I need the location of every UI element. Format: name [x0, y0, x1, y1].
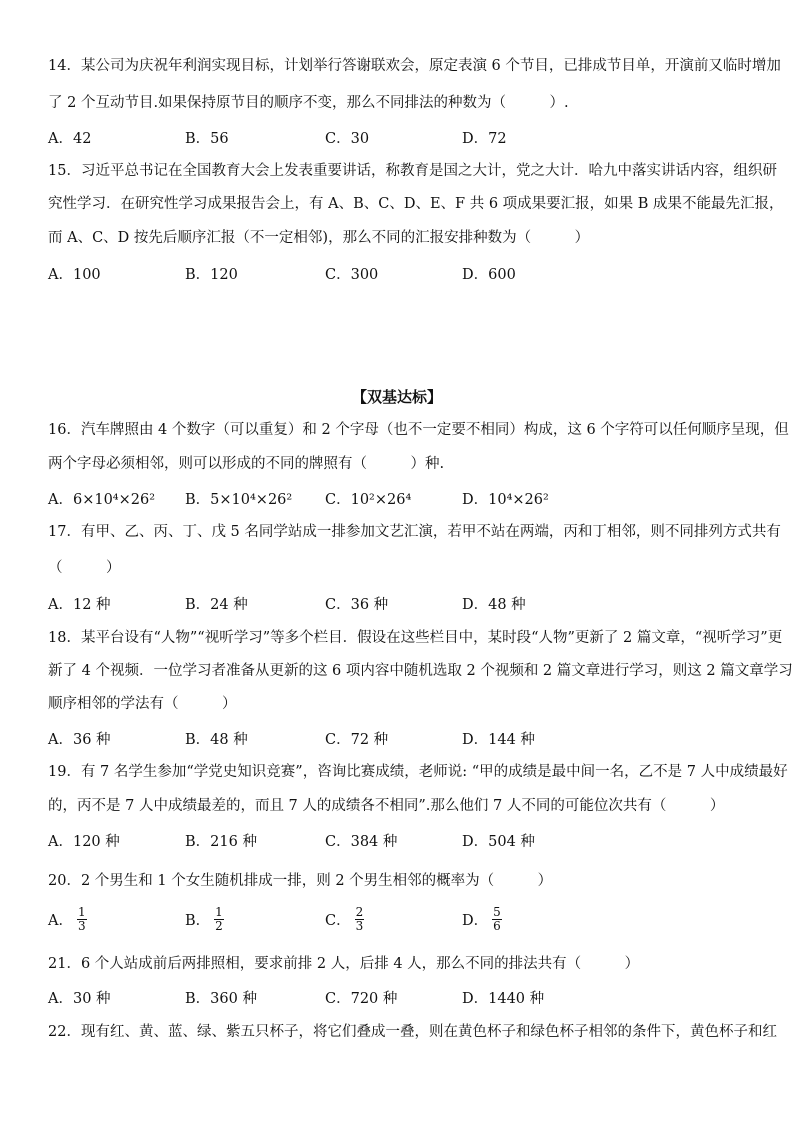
question-17-line-2: （ ）: [48, 560, 121, 576]
option-c: C．36 种: [325, 597, 389, 613]
question-19-line-2: 的，丙不是 7 人中成绩最差的，而且 7 人的成绩各不相同”.那么他们 7 人不同的可能位次共有（ ）: [48, 798, 725, 814]
numerator: 1: [77, 905, 86, 919]
option-a: [48, 906, 87, 933]
fraction-one-half: [214, 906, 224, 933]
numerator: 1: [215, 905, 223, 919]
question-14-line-2: 了 2 个互动节目.如果保持原节目的顺序不变，那么不同排法的种数为（ ）.: [48, 95, 569, 111]
option-a: A．100: [48, 267, 101, 283]
question-22-line-1: 22．现有红、黄、蓝、绿、紫五只杯子，将它们叠成一叠，则在黄色杯子和绿色杯子相邻的条件下，黄色杯子和红: [48, 1024, 777, 1040]
question-15-line-3: 而 A、C、D 按先后顺序汇报（不一定相邻)，那么不同的汇报安排种数为（ ）: [48, 230, 590, 246]
question-16-options: [48, 488, 748, 508]
numerator: 2: [355, 905, 364, 919]
section-title: 【双基达标】: [351, 388, 442, 406]
option-d: D．1440 种: [462, 991, 545, 1007]
option-b: B．24 种: [185, 597, 248, 613]
option-b: B．216 种: [185, 834, 257, 850]
fraction-two-thirds: [355, 906, 365, 933]
option-c: C．300: [325, 267, 379, 283]
option-b-label: B．: [185, 913, 211, 929]
question-17-line-1: 17．有甲、乙、丙、丁、戊 5 名同学站成一排参加文艺汇演，若甲不站在两端，丙和丁相邻，则不同排列方式共有: [48, 524, 781, 540]
question-15-line-2: 究性学习．在研究性学习成果报告会上，有 A、B、C、D、E、F 共 6 项成果要汇报，如果 B 成果不能最先汇报，: [48, 196, 784, 212]
question-15-line-1: 15．习近平总书记在全国教育大会上发表重要讲话，称教育是国之大计，党之大计．哈九中落实讲话内容，组织研: [48, 163, 777, 179]
option-a: A．36 种: [48, 732, 111, 748]
question-20-options: [48, 906, 748, 936]
option-a: A．120 种: [48, 834, 120, 850]
option-c: C．10²×26⁴: [325, 492, 412, 508]
numerator: 5: [493, 905, 501, 919]
option-b: B．360 种: [185, 991, 257, 1007]
option-b: B．56: [185, 131, 229, 147]
question-18-line-3: 顺序相邻的学法有（ ）: [48, 696, 237, 712]
question-15-options: [48, 263, 748, 283]
denominator: 3: [77, 919, 86, 933]
question-17-options: [48, 593, 748, 613]
option-a: A．30 种: [48, 991, 111, 1007]
option-b: B．120: [185, 267, 238, 283]
option-b: [185, 906, 224, 933]
denominator: 3: [355, 919, 364, 933]
option-a-label: A．: [48, 913, 73, 929]
denominator: 2: [215, 919, 223, 933]
option-b: B．48 种: [185, 732, 248, 748]
option-d: D．48 种: [462, 597, 526, 613]
question-21-options: [48, 987, 748, 1007]
question-16-line-1: 16．汽车牌照由 4 个数字（可以重复）和 2 个字母（也不一定要不相同）构成，这 6 个字符可以任何顺序呈现，但: [48, 422, 789, 438]
option-d: [462, 906, 502, 933]
option-a: A．42: [48, 131, 92, 147]
question-20-line-1: 20．2 个男生和 1 个女生随机排成一排，则 2 个男生相邻的概率为（ ）: [48, 873, 553, 889]
question-18-options: [48, 728, 748, 748]
fraction-five-sixths: [492, 906, 502, 933]
question-19-options: [48, 830, 748, 850]
option-a: A．6×10⁴×26²: [48, 492, 156, 508]
option-d: D．72: [462, 131, 507, 147]
option-d: D．144 种: [462, 732, 535, 748]
question-19-line-1: 19．有 7 名学生参加“学党史知识竞赛”，咨询比赛成绩，老师说: “甲的成绩是最中间一名，乙不是 7 人中成绩最好: [48, 764, 788, 780]
question-14-options: [48, 127, 748, 147]
option-c-label: C．: [325, 913, 351, 929]
option-c: [325, 906, 364, 933]
option-b: B．5×10⁴×26²: [185, 492, 293, 508]
fraction-one-third: [77, 906, 87, 933]
option-c: C．30: [325, 131, 370, 147]
option-c: C．720 种: [325, 991, 398, 1007]
option-a: A．12 种: [48, 597, 111, 613]
option-d: D．600: [462, 267, 516, 283]
question-14-line-1: 14．某公司为庆祝年利润实现目标，计划举行答谢联欢会，原定表演 6 个节目，已排成节目单，开演前又临时增加: [48, 58, 781, 74]
question-18-line-2: 新了 4 个视频．一位学习者准备从更新的这 6 项内容中随机选取 2 个视频和 2 篇文章进行学习，则这 2 篇文章学习: [48, 663, 793, 679]
denominator: 6: [493, 919, 501, 933]
question-21-line-1: 21．6 个人站成前后两排照相，要求前排 2 人，后排 4 人，那么不同的排法共有（ ）: [48, 956, 640, 972]
question-16-line-2: 两个字母必须相邻，则可以形成的不同的牌照有（ ）种.: [48, 456, 445, 472]
option-d: D．10⁴×26²: [462, 492, 549, 508]
option-c: C．384 种: [325, 834, 398, 850]
option-d: D．504 种: [462, 834, 535, 850]
option-c: C．72 种: [325, 732, 389, 748]
question-18-line-1: 18．某平台设有“人物”“视听学习”等多个栏目．假设在这些栏目中，某时段“人物”更新了 2 篇文章，“视听学习”更: [48, 630, 783, 646]
option-d-label: D．: [462, 913, 489, 929]
